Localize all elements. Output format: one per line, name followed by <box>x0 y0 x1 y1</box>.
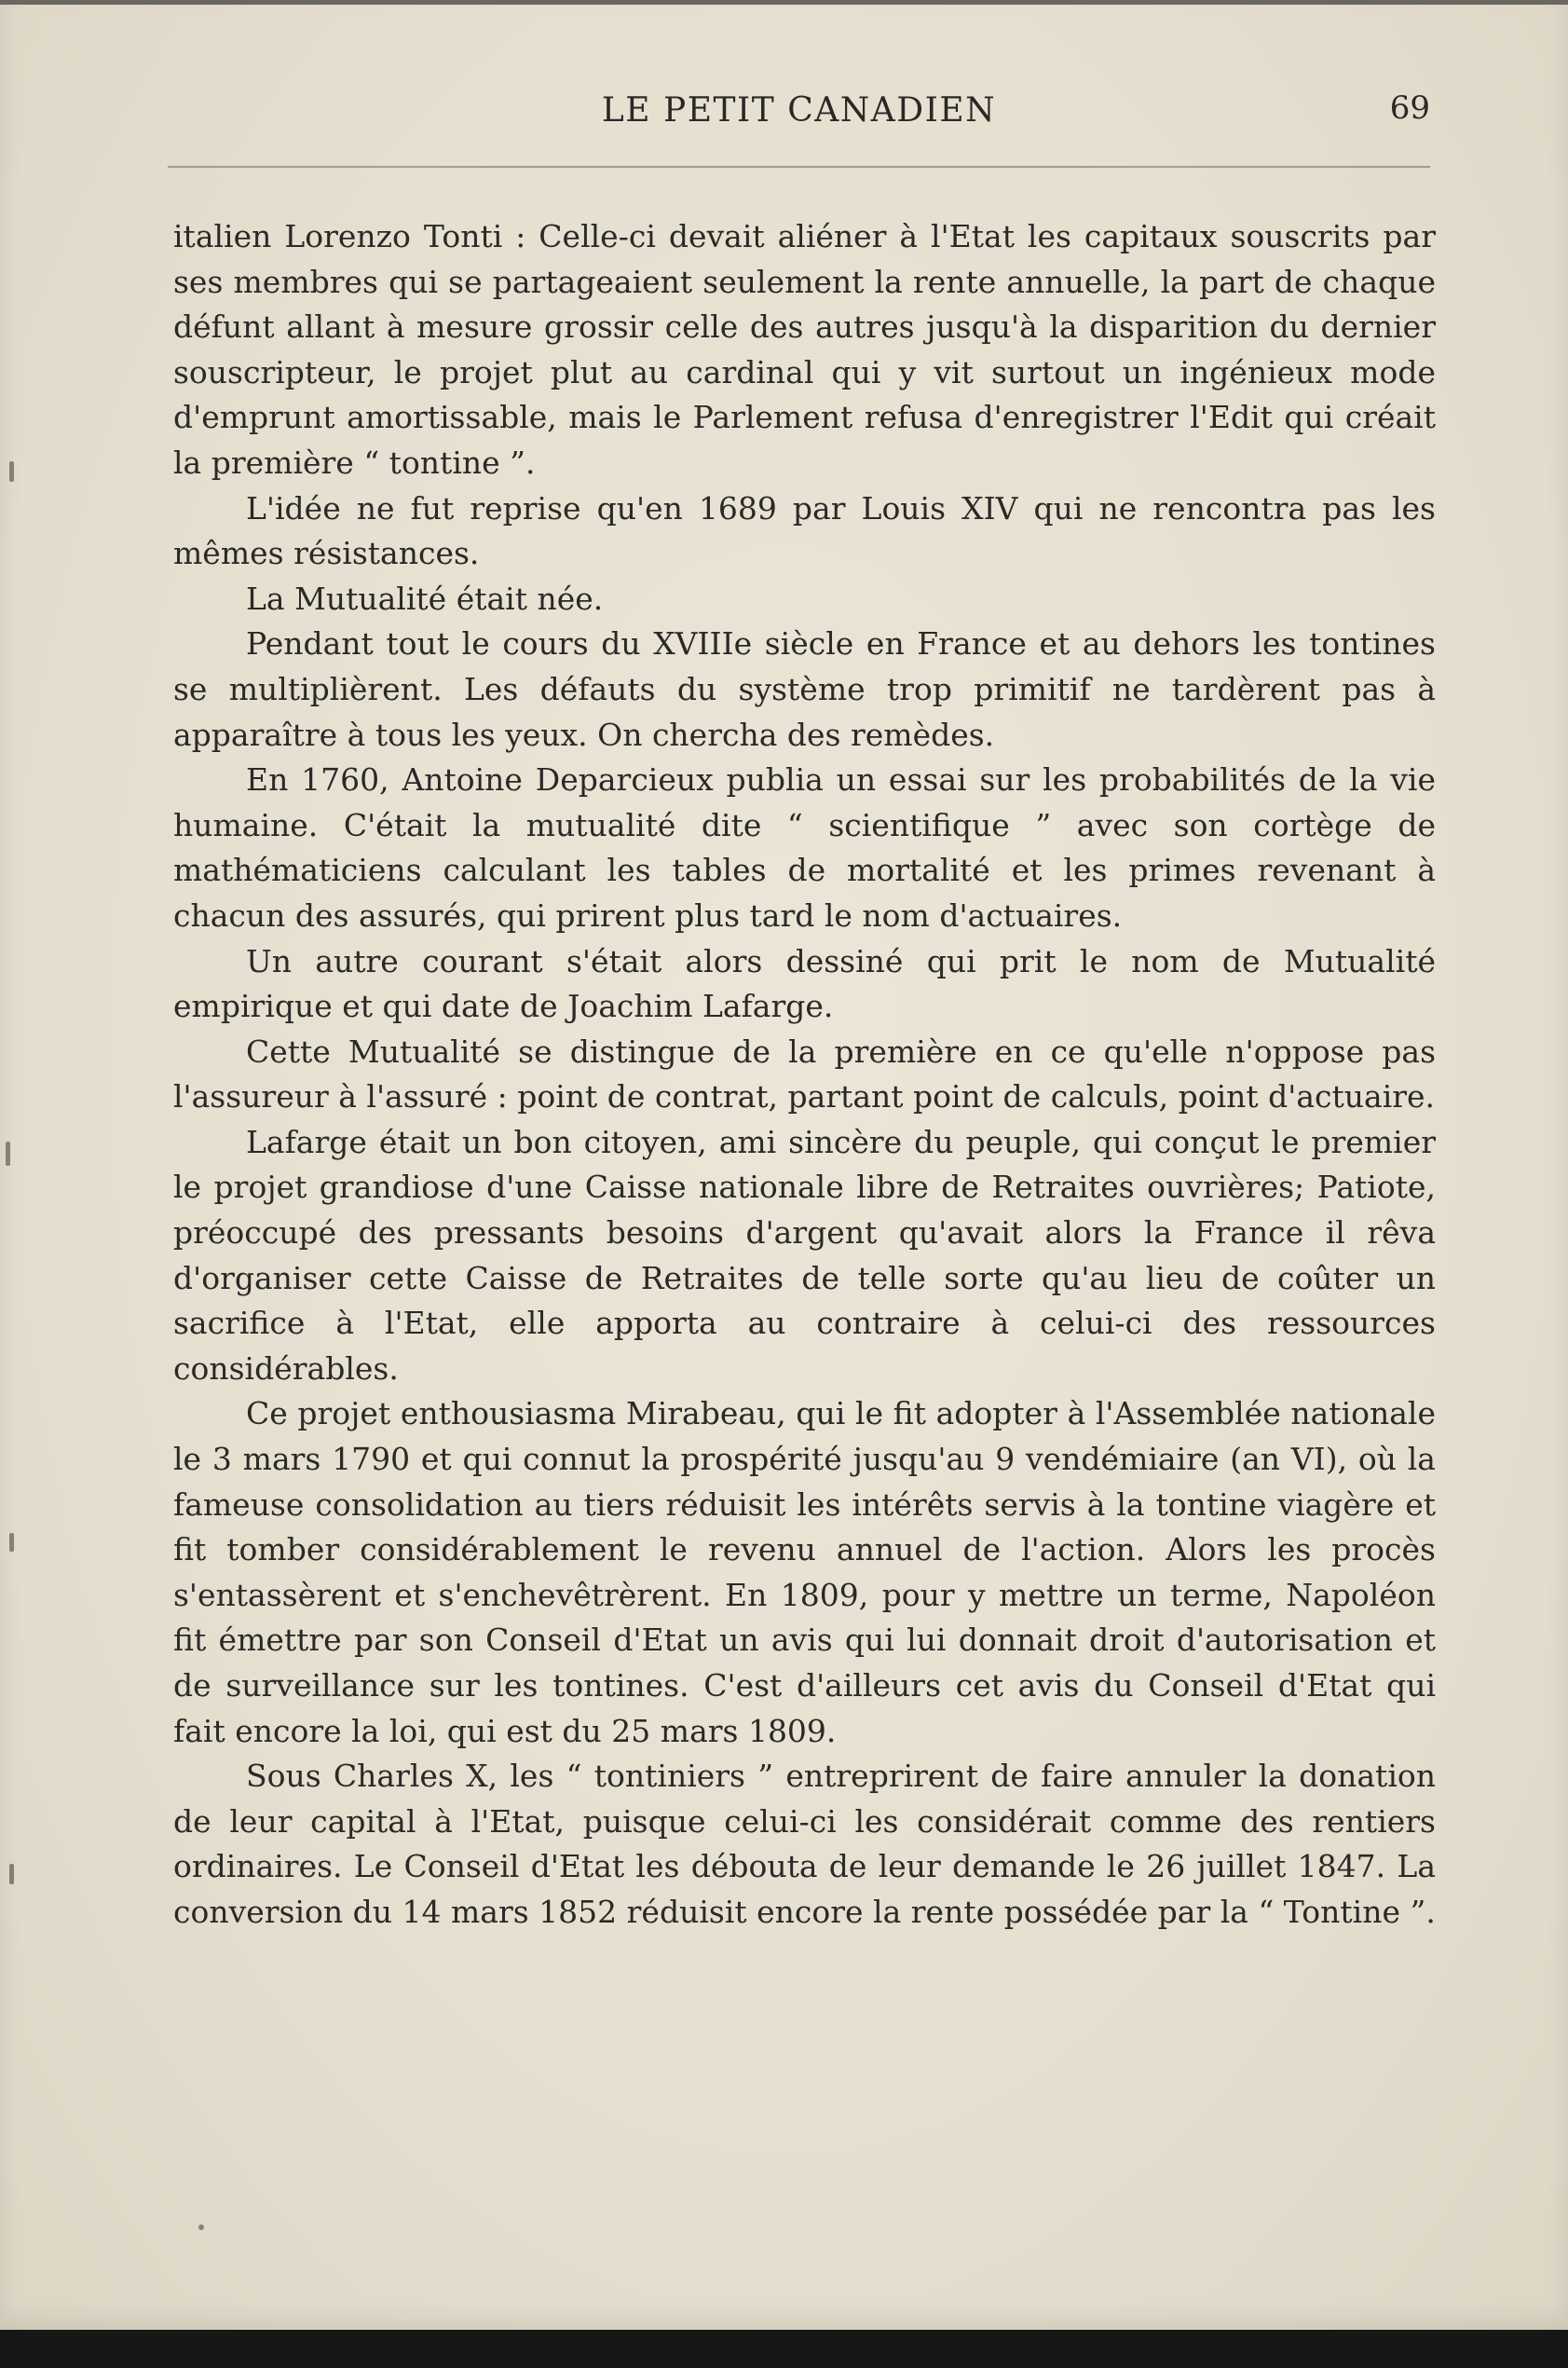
page-number: 69 <box>1389 89 1430 127</box>
paragraph: En 1760, Antoine Deparcieux publia un essai sur les probabilités de la vie humaine. C'était la mutualité dite “ scientifique ” avec son cortège de mathématiciens calculant les tables de mortalité et les primes revenant à chacun des assurés, qui prirent plus tard le nom d'actuaires. <box>173 761 1436 934</box>
paragraph: Un autre courant s'était alors dessiné qui prit le nom de Mutualité empirique et qui date de Joachim Lafarge. <box>173 942 1436 1025</box>
margin-mark <box>9 1864 14 1884</box>
page-top-edge <box>0 0 1568 5</box>
page-speck <box>198 2224 204 2230</box>
running-header <box>168 84 1430 140</box>
paragraph: Sous Charles X, les “ tontiniers ” entreprirent de faire annuler la donation de leur capital à l'Etat, puisque celui-ci les considérait comme des rentiers ordinaires. Le Conseil d'Etat les débouta de leur demande le 26 juillet 1847. La conversion du 14 mars 1852 réduisit encore la rente possédée par la “ Tontine ”. <box>173 1758 1436 1930</box>
margin-mark <box>6 1142 10 1166</box>
header-rule <box>168 166 1430 168</box>
paragraph: L'idée ne fut reprise qu'en 1689 par Louis XIV qui ne rencontra pas les mêmes résistances. <box>173 489 1436 572</box>
body-text <box>173 214 1436 1936</box>
paragraph: Pendant tout le cours du XVIIIe siècle en France et au dehors les tontines se multiplièrent. Les défauts du système trop primitif ne tardèrent pas à apparaître à tous les yeux. On chercha des remèdes. <box>173 625 1436 753</box>
paragraph: La Mutualité était née. <box>246 580 604 617</box>
paragraph: Lafarge était un bon citoyen, ami sincère du peuple, qui conçut le premier le projet grandiose d'une Caisse nationale libre de Retraites ouvrières; Patiote, préoccupé des pressants besoins d'argent qu'avait alors la France il rêva d'organiser cette Caisse de Retraites de telle sorte qu'au lieu de coûter un sacrifice à l'Etat, elle apporta au contraire à celui-ci des ressources considérables. <box>173 1123 1436 1387</box>
margin-mark <box>9 1533 14 1552</box>
running-title: LE PETIT CANADIEN <box>601 91 997 130</box>
paragraph: Ce projet enthousiasma Mirabeau, qui le fit adopter à l'Assemblée nationale le 3 mars 1790 et qui connut la prospérité jusqu'au 9 vendémiaire (an VI), où la fameuse consolidation au tiers réduisit les intérêts servis à la tontine viagère et fit tomber considérablement le revenu annuel de l'action. Alors les procès s'entassèrent et s'enchevêtrèrent. En 1809, pour y mettre un terme, Napoléon fit émettre par son Conseil d'Etat un avis qui lui donnait droit d'autorisation et de surveillance sur les tontines. C'est d'ailleurs cet avis du Conseil d'Etat qui fait encore la loi, qui est du 25 mars 1809. <box>173 1395 1436 1749</box>
paragraph: italien Lorenzo Tonti : Celle-ci devait aliéner à l'Etat les capitaux souscrits par ses membres qui se partageaient seulement la rente annuelle, la part de chaque défunt allant à mesure grossir celle des autres jusqu'à la disparition du dernier souscripteur, le projet plut au cardinal qui y vit surtout un ingénieux mode d'emprunt amortissable, mais le Parlement refusa d'enregistrer l'Edit qui créait la première “ tontine ”. <box>173 218 1436 481</box>
scan-bottom-band <box>0 2330 1568 2368</box>
paragraph: Cette Mutualité se distingue de la première en ce qu'elle n'oppose pas l'assureur à l'assuré : point de contrat, partant point de calculs, point d'actuaire. <box>173 1033 1436 1116</box>
margin-mark <box>9 461 14 482</box>
